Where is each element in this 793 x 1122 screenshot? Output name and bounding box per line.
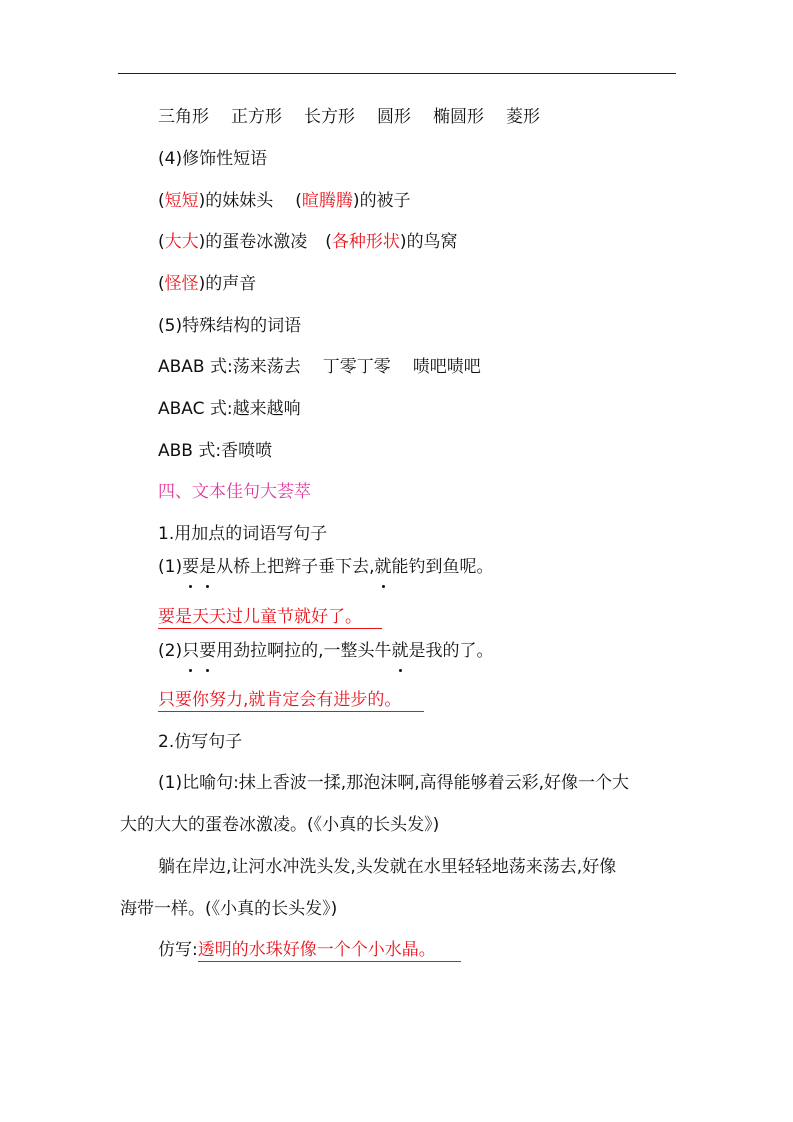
s5-abac: ABAC 式:越来越响 [158, 399, 301, 419]
emphasis-dot-char: 要 [199, 641, 217, 661]
shapes-line [158, 106, 540, 128]
emphasis-dot-char: 就 [391, 641, 409, 661]
emphasis-dot-char: 就 [374, 557, 392, 577]
q1-answer1: 要是天天过儿童节就好了。 [158, 607, 362, 627]
imitate-answer: 透明的水珠好像一个个小水晶。 [197, 940, 436, 960]
q2-title: 2.仿写句子 [158, 732, 243, 752]
answer-underline [198, 961, 461, 962]
s4-heading: (4)修饰性短语 [158, 149, 268, 169]
section-title: 四、文本佳句大荟萃 [158, 482, 311, 502]
q2-para1-line2: 大的大大的蛋卷冰激凌。(《小真的长头发》) [120, 815, 440, 835]
header-rule [118, 73, 676, 74]
emphasis-dot-char: 是 [199, 557, 217, 577]
shape-word: 长方形 [304, 107, 355, 127]
answer-underline [158, 628, 382, 629]
q1-title: 1.用加点的词语写句子 [158, 524, 328, 544]
q1-answer2: 只要你努力,就肯定会有进步的。 [158, 690, 402, 710]
q1-sentence2: (2)只要用劲拉啊拉的,一整头牛就是我的了。 [158, 641, 494, 661]
shape-word: 三角形 [158, 107, 209, 127]
shape-word: 正方形 [231, 107, 282, 127]
s5-abb: ABB 式:香喷喷 [158, 441, 273, 461]
s5-heading: (5)特殊结构的词语 [158, 316, 302, 336]
q1-sentence1: (1)要是从桥上把辫子垂下去,就能钓到鱼呢。 [158, 557, 494, 577]
s4-row3: (怪怪)的声音 [158, 274, 257, 294]
s4-row1: (短短)的妹妹头 (暄腾腾)的被子 [158, 191, 411, 211]
q2-para1-line1: (1)比喻句:抹上香波一揉,那泡沫啊,高得能够着云彩,好像一个大 [158, 773, 630, 793]
imitate-label: 仿写: [158, 940, 198, 960]
q2-para2-line1: 躺在岸边,让河水冲洗头发,头发就在水里轻轻地荡来荡去,好像 [158, 857, 617, 877]
answer-fill: 暄腾腾 [301, 191, 353, 211]
answer-fill: 短短 [164, 191, 199, 211]
s5-abab: ABAB 式:荡来荡去 丁零丁零 啧吧啧吧 [158, 357, 481, 377]
answer-fill: 大大 [164, 232, 199, 252]
emphasis-dot-char: 要 [182, 557, 200, 577]
answer-fill: 怪怪 [164, 274, 199, 294]
shape-word: 圆形 [377, 107, 411, 127]
shape-word: 菱形 [506, 107, 540, 127]
q2-imitate [158, 939, 436, 961]
q2-para2-line2: 海带一样。(《小真的长头发》) [120, 899, 338, 919]
s4-row2: (大大)的蛋卷冰激凌 (各种形状)的鸟窝 [158, 232, 458, 252]
shape-word: 椭圆形 [433, 107, 484, 127]
emphasis-dot-char: 只 [182, 641, 200, 661]
answer-fill: 各种形状 [331, 232, 400, 252]
answer-underline [158, 711, 424, 712]
